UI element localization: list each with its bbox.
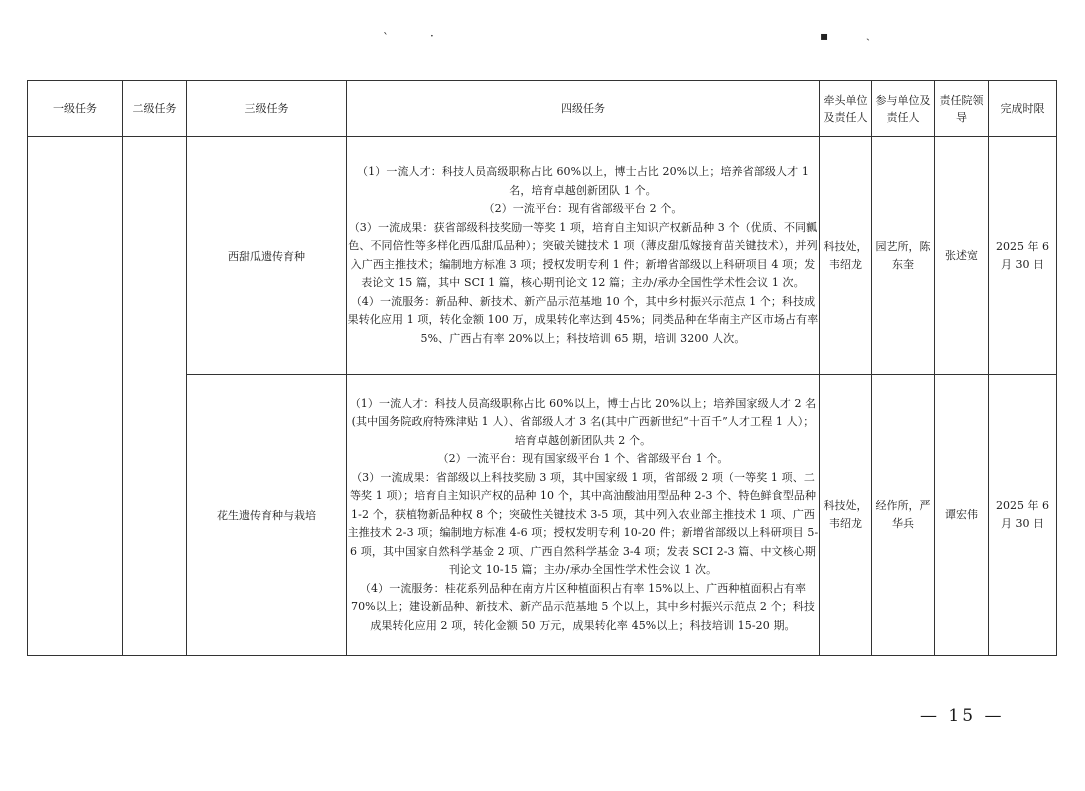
lead-unit-cell: 科技处，韦绍龙: [820, 137, 872, 375]
level4-cell: [347, 375, 820, 656]
level4-cell: [347, 137, 820, 375]
header-leader: 责任院领导: [935, 81, 989, 137]
scan-mark-2: ·: [430, 29, 434, 43]
header-partner-unit: 参与单位及责任人: [872, 81, 935, 137]
level4-service: （4）一流服务：桂花系列品种在南方片区种植面积占有率 15%以上、广西种植面积占有率 70%以上；建设新品种、新技术、新产品示范基地 5 个以上，其中乡村振兴示范点 2 个；科技成果转化应用 2 项，转化金额 50 万元，成果转化率 45%以上；科技培训 15-20 期。: [350, 581, 816, 632]
level2-cell: [123, 137, 187, 656]
leader-cell: 张述宽: [935, 137, 989, 375]
page-number: — 15 —: [920, 706, 1005, 726]
level4-service: （4）一流服务：新品种、新技术、新产品示范基地 10 个，其中乡村振兴示范点 1 个；科技成果转化应用 1 项，转化金额 100 万，成果转化率达到 45%；同类品种在华南主产区市场占有率 5%、广西占有率 20%以上；科技培训 65 期，培训 3200 人次。: [347, 294, 819, 345]
level3-cell: 花生遗传育种与栽培: [187, 375, 347, 656]
lead-unit-cell: 科技处，韦绍龙: [820, 375, 872, 656]
level4-platform: （2）一流平台：现有省部级平台 2 个。: [483, 202, 683, 215]
header-deadline: 完成时限: [989, 81, 1057, 137]
deadline-cell: 2025 年 6 月 30 日: [989, 137, 1057, 375]
level3-cell: 西甜瓜遗传育种: [187, 137, 347, 375]
header-lead-unit: 牵头单位及责任人: [820, 81, 872, 137]
scan-mark-1: ˋ: [383, 31, 389, 45]
deadline-cell: 2025 年 6 月 30 日: [989, 375, 1057, 656]
header-level3: 三级任务: [187, 81, 347, 137]
task-table: [27, 80, 1057, 656]
level4-achievement: （3）一流成果：获省部级科技奖励一等奖 1 项，培育自主知识产权新品种 3 个（优质、不同瓤色、不同倍性等多样化西瓜甜瓜品种）；突破关键技术 1 项（薄皮甜瓜嫁接育苗关键技术），并列入广西主推技术；编制地方标准 3 项；授权发明专利 1 件；新增省部级以上科研项目 4 项；发表论文 15 篇，其中 SCI 1 篇，核心期刊论文 12 篇；主办/承办全国性学术性会议 1 次。: [348, 220, 818, 289]
level1-cell: [28, 137, 123, 656]
partner-unit-cell: 园艺所，陈东奎: [872, 137, 935, 375]
level4-platform: （2）一流平台：现有国家级平台 1 个、省部级平台 1 个。: [437, 452, 729, 466]
header-row: [28, 81, 1057, 137]
header-level1: 一级任务: [28, 81, 123, 137]
table-row: [28, 137, 1057, 375]
level4-talent: （1）一流人才：科技人员高级职称占比 60%以上，博士占比 20%以上；培养省部级人才 1 名，培育卓越创新团队 1 个。: [357, 165, 809, 197]
partner-unit-cell: 经作所，严华兵: [872, 375, 935, 656]
header-level4: 四级任务: [347, 81, 820, 137]
level4-achievement: （3）一流成果：省部级以上科技奖励 3 项，其中国家级 1 项，省部级 2 项（一等奖 1 项、二等奖 1 项）；培育自主知识产权的品种 10 个，其中高油酸油用型品种 2-3 个、特色鲜食型品种 1-2 个，获植物新品种权 8 个；突破性关键技术 3-5 项，其中列入农业部主推技术 1 项、广西主推技术 2-3 项；编制地方标准 4-6 项；授权发明专利 10-20 件；新增省部级以上科研项目 5-6 项，其中国家自然科学基金 2 项、广西自然科学基金 3-4 项；发表 SCI 2-3 篇、中文核心期刊论文 10-15 篇；主办/承办全国性学术性会议 1 次。: [347, 470, 819, 577]
header-level2: 二级任务: [123, 81, 187, 137]
leader-cell: 谭宏伟: [935, 375, 989, 656]
scan-mark-3: ▪: [820, 29, 829, 43]
level4-talent: （1）一流人才：科技人员高级职称占比 60%以上，博士占比 20%以上；培养国家级人才 2 名(其中国务院政府特殊津贴 1 人）、省部级人才 3 名(其中广西新世纪“十百千”人才工程 1 人）；培育卓越创新团队共 2 个。: [349, 396, 817, 447]
scan-mark-4: ˎ: [866, 27, 870, 41]
